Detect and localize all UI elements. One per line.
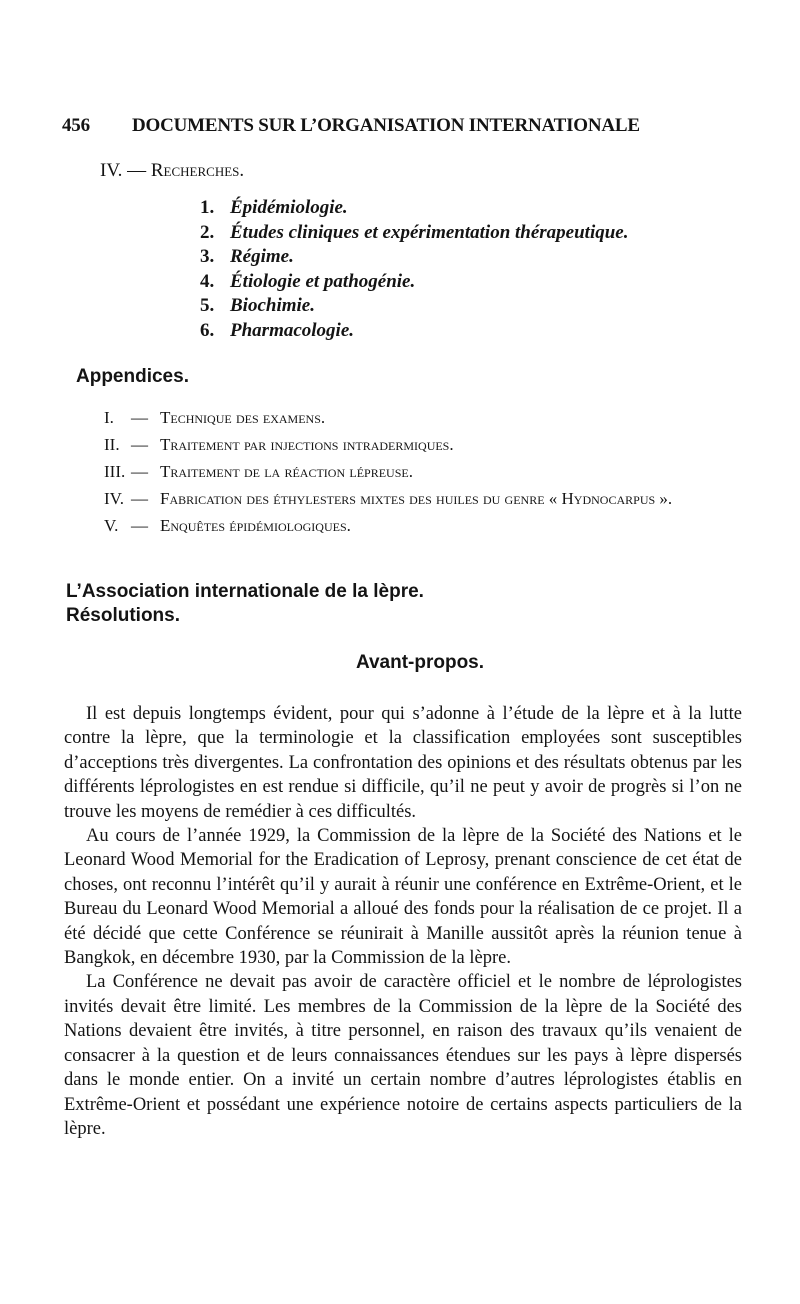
em-dash: — [131,516,148,535]
item-label: Pharmacologie. [230,319,355,341]
appendix-number: III. [104,462,126,481]
item-label: Épidémiologie. [230,197,348,218]
appendix-title: Enquêtes épidémiologiques. [160,516,351,535]
appendix-item [104,512,764,539]
appendix-list [104,404,764,539]
appendix-title: Fabrication des éthylesters mixtes des huiles du genre « Hydnocarpus ». [160,489,673,508]
association-subtitle: Résolutions. [66,605,181,626]
running-title: DOCUMENTS SUR L’ORGANISATION INTERNATIONALE [132,115,640,136]
research-item [200,270,629,295]
item-number: 4. [200,270,215,292]
research-item [200,294,629,319]
item-label: Études cliniques et expérimentation thérapeutique. [230,221,629,243]
item-number: 5. [200,295,215,316]
research-item [200,196,629,221]
appendix-number: I. [104,408,114,427]
paragraph: Au cours de l’année 1929, la Commission de la lèpre de la Société des Nations et le Leonard Wood Memorial for the Eradication of Leprosy, prenant conscience de cet état de choses, ont reconnu l’intérêt qu’il y aurait à réunir une conférence en Extrême-Orient, et le Bureau du Leonard Wood Memorial a alloué des fonds pour la réalisation de ce projet. Il a été décidé que cette Conférence se réunirait à Manille aussitôt après la réunion tenue à Bangkok, en décembre 1930, par la Commission de la lèpre. [64,826,742,969]
running-header [62,115,702,137]
item-number: 3. [200,246,215,267]
paragraph: La Conférence ne devait pas avoir de caractère officiel et le nombre de léprologistes invités devait être limité. Les membres de la Commission de la lèpre de la Société des Nations devaient être invités, à titre personnel, en raison des travaux qu’ils venaient de consacrer à la question et de leurs connaissances étendues sur les pays à lèpre dispersés dans le monde entier. On a invité un certain nombre d’autres léprologistes établis en Extrême-Orient et possédant une expérience notoire de certains aspects particuliers de la lèpre. [64,972,742,1139]
item-number: 2. [200,221,215,243]
appendix-number: V. [104,516,119,535]
appendix-title: Traitement de la réaction lépreuse. [160,462,413,481]
item-label: Régime. [230,246,294,267]
foreword-heading [0,652,800,674]
em-dash: — [131,435,148,454]
item-label: Biochimie. [230,295,315,316]
association-heading [66,580,424,628]
em-dash: — [131,408,148,427]
research-item [200,319,629,344]
appendix-title: Technique des examens. [160,408,326,427]
appendix-item [104,431,764,458]
em-dash: — [131,462,148,481]
association-title: L’Association internationale de la lèpre. [66,581,424,602]
item-label: Étiologie et pathogénie. [230,270,416,292]
appendix-number: IV. [104,489,124,508]
page-number: 456 [62,115,90,136]
appendix-item [104,458,764,485]
appendix-number: II. [104,435,120,454]
paragraph: Il est depuis longtemps évident, pour qui s’adonne à l’étude de la lèpre et à la lutte contre la lèpre, que la terminologie et la classification employées sont susceptibles d’acceptions très divergentes. La confrontation des opinions et des résultats obtenus par les différents léprologistes en est rendue si difficile, qu’il ne peut y avoir de progrès si l’on ne trouve les moyens de remédier à ces difficultés. [64,704,742,822]
research-item [200,221,629,246]
appendices-heading: Appendices. [76,366,189,387]
item-number: 6. [200,319,215,341]
appendix-item [104,404,764,431]
appendix-item [104,485,764,512]
section-heading [100,160,244,182]
foreword-title: Avant-propos. [355,652,485,673]
em-dash: — [131,489,148,508]
section-title: Recherches. [150,160,245,181]
section-number: IV. — [100,160,147,181]
research-item [200,245,629,270]
appendix-title: Traitement par injections intradermiques. [160,435,454,454]
item-number: 1. [200,197,215,218]
research-list [200,196,629,343]
foreword-body [64,702,742,1141]
